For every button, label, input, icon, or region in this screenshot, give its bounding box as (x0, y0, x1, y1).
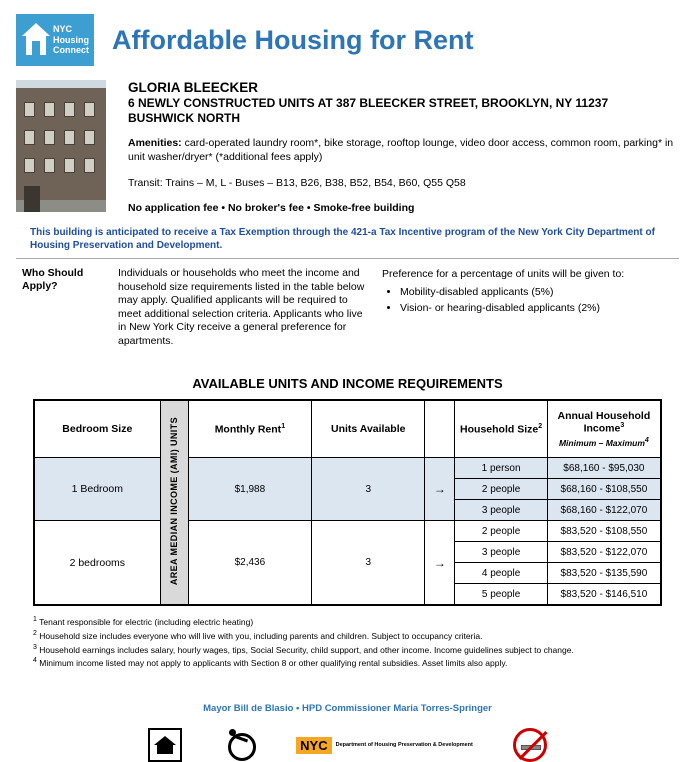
equal-housing-opportunity-icon (148, 728, 182, 762)
hpd-agency-text: Department of Housing Preservation & Development (335, 741, 473, 748)
table-header-row (35, 401, 661, 458)
list-item: • Mobility-disabled applicants (5%) (400, 285, 679, 299)
cell-monthly-rent: $2,436 (188, 521, 312, 605)
preferences-title: Preference for a percentage of units will be given to: (382, 268, 625, 280)
footnote-num: 1 (33, 616, 37, 623)
building-section (0, 80, 695, 214)
building-address: 6 NEWLY CONSTRUCTED UNITS AT 387 BLEECKER STREET, BROOKLYN, NY 11237 (128, 96, 609, 110)
header-annual-income (547, 401, 660, 458)
cell-bedroom-size: 1 Bedroom (35, 458, 161, 521)
logo-line-1: NYC (53, 24, 73, 35)
header-annual-income-sub-sup: 4 (644, 436, 649, 444)
header-arrow-spacer (425, 401, 455, 458)
amenities-text: card-operated laundry room*, bike storage, rooftop lounge, video door access, common room, parking* in unit washer/dryer* (*additional fees apply) (128, 137, 674, 163)
cell-annual-income: $68,160 - $95,030 (547, 458, 660, 479)
house-icon (22, 23, 50, 57)
nyc-housing-connect-logo (16, 14, 94, 66)
cell-household-size: 1 person (455, 458, 547, 479)
tax-exemption-notice: This building is anticipated to receive a Tax Exemption through the 421-a Tax Incentive program of the New York City Department of Housing Preservation and Development. (30, 227, 655, 251)
footnote (33, 655, 662, 669)
cell-annual-income: $83,520 - $122,070 (547, 542, 660, 563)
header-household-size-text: Household Size (460, 423, 539, 436)
footnote-text: Minimum income listed may not apply to applicants with Section 8 or other qualifying rental subsidies. Asset limits also apply. (39, 658, 508, 669)
no-smoking-icon (513, 728, 547, 762)
cell-annual-income: $68,160 - $108,550 (547, 479, 660, 500)
building-info (106, 80, 679, 214)
page-title: Affordable Housing for Rent (112, 24, 474, 55)
footnote-num: 2 (33, 629, 37, 637)
header-units-available: Units Available (312, 401, 425, 458)
header-annual-income-text: Annual Household Income (557, 410, 651, 435)
who-should-apply-text: Individuals or households who meet the income and household size requirements listed in the table below may apply. Qualified applicants will be required to meet additional selection criteria. Applicants who live in New York City receive a general preference for apartments. (118, 267, 365, 347)
header-annual-income-sup: 3 (620, 422, 625, 430)
cell-household-size: 3 people (455, 500, 547, 521)
cell-household-size: 2 people (455, 479, 547, 500)
units-table (34, 400, 661, 605)
units-table-wrapper (33, 399, 662, 606)
fees-info: No application fee • No broker's fee • Smoke-free building (128, 202, 415, 214)
ami-label: AREA MEDIAN INCOME (AMI) UNITS (169, 416, 180, 586)
footnote-text: Tenant responsible for electric (including electric heating) (39, 616, 254, 627)
footnote-text: Household earnings includes salary, hourly wages, tips, Social Security, child support, and other income. Income guidelines subject to change. (39, 644, 574, 655)
cell-bedroom-size: 2 bedrooms (35, 521, 161, 605)
logo-text (53, 24, 89, 56)
header-household-size (455, 401, 547, 458)
footnote-text: Household size includes everyone who will live with you, including parents and children. Subject to occupancy criteria. (39, 630, 483, 641)
divider-top (16, 258, 679, 259)
amenities (128, 136, 679, 164)
building-neighborhood: BUSHWICK NORTH (128, 111, 240, 125)
footer-icons (0, 728, 695, 762)
hpd-mark: NYC (296, 737, 331, 754)
cell-household-size: 2 people (455, 521, 547, 542)
cell-household-size: 5 people (455, 584, 547, 605)
footnote-num: 3 (33, 643, 37, 651)
accessibility-wheelchair-icon (222, 728, 256, 762)
transit-info: Transit: Trains – M, L - Buses – B13, B26, B38, B52, B54, B60, Q55 Q58 (128, 177, 466, 189)
cell-monthly-rent: $1,988 (188, 458, 312, 521)
building-photo (16, 80, 106, 212)
footnote (33, 628, 662, 642)
ami-label-cell (160, 401, 188, 605)
preferences-list (382, 285, 679, 315)
cell-annual-income: $68,160 - $122,070 (547, 500, 660, 521)
header-monthly-rent (188, 401, 312, 458)
arrow-icon: → (425, 458, 455, 521)
page-header (0, 0, 695, 76)
table-row (35, 458, 661, 479)
preferences-block (368, 267, 679, 348)
header-household-size-sup: 2 (538, 422, 543, 430)
who-should-apply-label: Who Should Apply? (22, 267, 84, 292)
footer-credit: Mayor Bill de Blasio • HPD Commissioner Maria Torres-Springer (203, 703, 492, 715)
footnote-num: 4 (33, 657, 37, 665)
amenities-label: Amenities: (128, 137, 182, 149)
header-annual-income-sub-text: Minimum – Maximum (558, 437, 645, 448)
logo-line-3: Connect (53, 45, 89, 56)
header-monthly-rent-sup: 1 (281, 422, 286, 430)
list-item: • Vision- or hearing-disabled applicants (2%) (400, 301, 679, 315)
footnote (33, 614, 662, 628)
cell-units-available: 3 (312, 521, 425, 605)
units-table-title: AVAILABLE UNITS AND INCOME REQUIREMENTS (192, 376, 503, 391)
cell-annual-income: $83,520 - $135,590 (547, 563, 660, 584)
cell-household-size: 4 people (455, 563, 547, 584)
cell-units-available: 3 (312, 458, 425, 521)
building-name: GLORIA BLEECKER (128, 80, 259, 95)
header-monthly-rent-text: Monthly Rent (214, 423, 282, 436)
header-annual-income-sub (548, 437, 660, 448)
logo-line-2: Housing (53, 34, 89, 45)
cell-household-size: 3 people (455, 542, 547, 563)
who-should-apply-section (22, 267, 679, 348)
cell-annual-income: $83,520 - $108,550 (547, 521, 660, 542)
header-bedroom-size: Bedroom Size (35, 401, 161, 458)
footnote (33, 642, 662, 656)
footnotes (33, 614, 662, 669)
table-row (35, 521, 661, 542)
arrow-icon: → (425, 521, 455, 605)
hpd-logo (296, 737, 473, 754)
cell-annual-income: $83,520 - $146,510 (547, 584, 660, 605)
